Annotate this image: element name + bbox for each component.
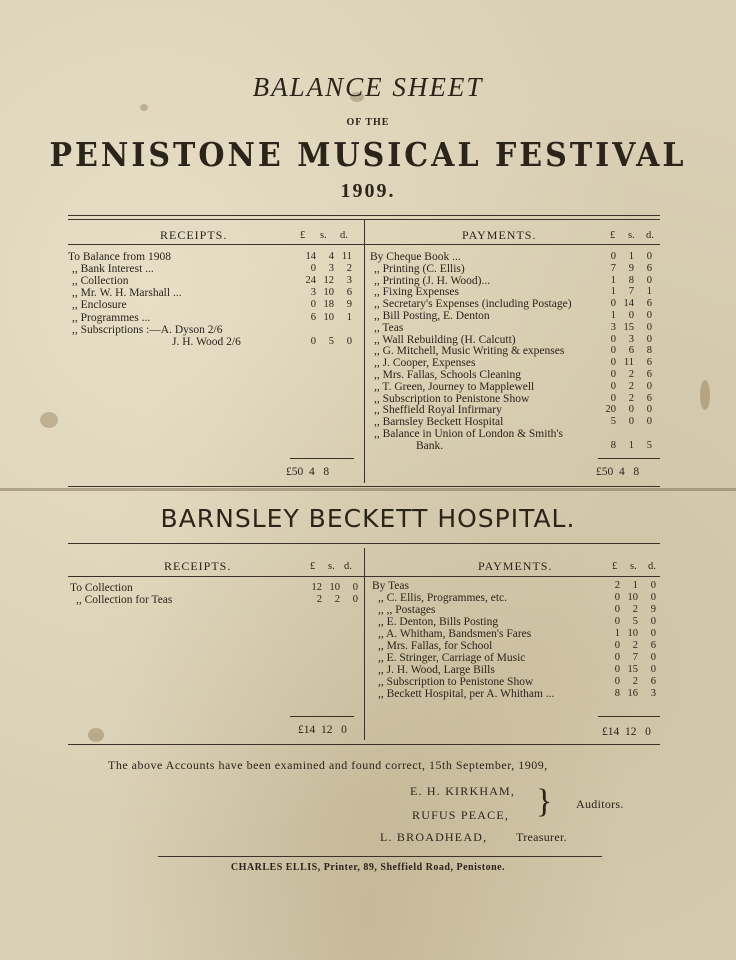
total-pence: 8 (633, 466, 640, 478)
amount-pounds: 0 (614, 592, 620, 603)
treasurer-name: L. BROADHEAD, (380, 830, 488, 844)
shillings-column-header: s. (328, 561, 335, 572)
ledger-item-label: ,, J. H. Wood, Large Bills (378, 664, 495, 676)
ledger-item-label: ,, Wall Rebuilding (H. Calcutt) (374, 333, 516, 346)
amount-pence: 0 (650, 628, 656, 639)
ledger-item-label: ,, Sheffield Royal Infirmary (374, 404, 502, 417)
amount-pence: 6 (346, 287, 352, 299)
ledger-row (0, 322, 736, 334)
ledger-row (0, 628, 736, 640)
section-rule (68, 543, 660, 544)
amount-pounds: 0 (614, 640, 620, 651)
amount-shillings: 9 (628, 262, 634, 274)
amount-pounds: 0 (310, 335, 316, 347)
total-pounds: £50 (596, 466, 614, 478)
amount-shillings: 5 (328, 335, 334, 347)
amount-pence: 0 (646, 416, 652, 428)
hospital-title: BARNSLEY BECKETT HOSPITAL. (160, 504, 576, 533)
amount-shillings: 10 (323, 311, 334, 323)
amount-pence: 0 (650, 616, 656, 627)
total-shillings: 4 (619, 466, 625, 478)
section-rule (68, 744, 660, 745)
total-pence: 0 (645, 726, 651, 738)
of-the-label: OF THE (346, 117, 390, 128)
ledger-item-label: ,, Subscription to Penistone Show (374, 392, 530, 405)
amount-pence: 0 (352, 594, 358, 605)
amount-pounds: 20 (605, 404, 616, 416)
amount-shillings: 2 (334, 594, 340, 605)
ledger-row (0, 580, 736, 592)
amount-pounds: 8 (610, 439, 616, 451)
amount-pence: 3 (650, 688, 656, 699)
amount-shillings: 4 (328, 251, 334, 262)
amount-shillings: 10 (627, 628, 638, 639)
ledger-row (0, 404, 736, 416)
amount-pounds: 0 (610, 298, 616, 310)
ledger-item-label: To Collection (70, 582, 133, 594)
section-rule (68, 215, 660, 216)
total-pounds: £14 (298, 724, 316, 736)
amount-shillings: 2 (628, 369, 634, 380)
amount-pence: 0 (646, 333, 652, 345)
amount-shillings: 11 (623, 357, 634, 369)
amount-pence: 6 (646, 262, 652, 274)
pounds-column-header: £ (612, 561, 618, 572)
ledger-row (0, 688, 736, 700)
amount-pence: 6 (650, 676, 656, 687)
amount-shillings: 6 (628, 345, 634, 357)
amount-shillings: 0 (628, 416, 634, 428)
audit-note: The above Accounts have been examined and found correct, 15th September, 1909, (108, 758, 548, 772)
auditor-name: RUFUS PEACE, (412, 808, 510, 822)
auditors-brace: } (536, 783, 553, 820)
total-rule (290, 458, 354, 459)
amount-pounds: 1 (610, 310, 616, 321)
payments-total (602, 726, 651, 738)
ledger-row (0, 664, 736, 676)
amount-pounds: 0 (614, 616, 620, 627)
amount-pounds: 12 (311, 582, 322, 593)
amount-pounds: 0 (610, 345, 616, 357)
amount-pounds: 24 (305, 275, 316, 287)
amount-shillings: 2 (632, 604, 638, 615)
amount-shillings: 0 (628, 404, 634, 416)
amount-pence: 6 (650, 640, 656, 651)
amount-pounds: 14 (305, 251, 316, 262)
amount-pence: 0 (650, 664, 656, 675)
amount-pounds: 3 (310, 287, 316, 299)
ledger-item-label: To Balance from 1908 (68, 251, 171, 263)
amount-pence: 0 (646, 274, 652, 286)
amount-pounds: 3 (610, 321, 616, 333)
payments-total (596, 466, 639, 478)
amount-pence: 0 (646, 404, 652, 416)
amount-pounds: 0 (610, 369, 616, 380)
ledger-row (0, 369, 736, 381)
amount-pounds: 0 (610, 380, 616, 392)
amount-pence: 5 (646, 439, 652, 451)
ledger-row (0, 592, 736, 604)
amount-shillings: 7 (632, 652, 638, 663)
amount-pence: 9 (346, 299, 352, 311)
paper-stain (88, 728, 104, 742)
pence-column-header: d. (344, 561, 352, 572)
amount-pence: 0 (650, 580, 656, 591)
ledger-item-label: ,, G. Mitchell, Music Writing & expenses (374, 345, 565, 358)
ledger-row (0, 263, 736, 275)
total-shillings: 12 (321, 724, 333, 736)
ledger-item-label: ,, Barnsley Beckett Hospital (374, 416, 504, 429)
amount-shillings: 8 (628, 274, 634, 286)
pounds-column-header: £ (310, 561, 316, 572)
paper-fold (0, 488, 736, 491)
printer-imprint: CHARLES ELLIS, Printer, 89, Sheffield Road, Penistone. (230, 862, 506, 873)
amount-shillings: 2 (628, 392, 634, 404)
ledger-row (0, 428, 736, 440)
receipts-total (286, 466, 329, 478)
amount-shillings: 1 (628, 251, 634, 262)
payments-heading: PAYMENTS. (462, 228, 537, 242)
receipts-heading: RECEIPTS. (160, 228, 228, 242)
amount-pence: 6 (646, 392, 652, 404)
auditors-label: Auditors. (576, 797, 624, 811)
ledger-item-label: ,, T. Green, Journey to Mapplewell (374, 380, 535, 393)
amount-pence: 3 (346, 275, 352, 287)
ledger-row (0, 616, 736, 628)
ledger-row (0, 640, 736, 652)
amount-shillings: 0 (628, 310, 634, 321)
amount-shillings: 16 (627, 688, 638, 699)
amount-shillings: 2 (632, 640, 638, 651)
amount-pence: 0 (646, 251, 652, 262)
amount-pounds: 0 (614, 652, 620, 663)
payments-heading: PAYMENTS. (478, 559, 553, 573)
amount-shillings: 15 (623, 321, 634, 333)
amount-shillings: 10 (627, 592, 638, 603)
amount-pence: 11 (341, 251, 352, 262)
ledger-row (0, 416, 736, 428)
treasurer-label: Treasurer. (516, 830, 567, 844)
amount-pounds: 0 (610, 392, 616, 404)
amount-pence: 1 (346, 311, 352, 323)
pounds-column-header: £ (300, 230, 306, 241)
amount-shillings: 2 (632, 676, 638, 687)
amount-pence: 1 (646, 286, 652, 298)
total-rule (290, 716, 354, 717)
balance-sheet-title: BALANCE SHEET (252, 72, 484, 102)
ledger-row (0, 440, 736, 452)
pounds-column-header: £ (610, 230, 616, 241)
amount-shillings: 15 (627, 664, 638, 675)
amount-pence: 0 (646, 310, 652, 321)
total-pounds: £14 (602, 726, 620, 738)
ledger-item-label: ,, E. Denton, Bills Posting (378, 616, 499, 628)
festival-year: 1909. (340, 180, 396, 202)
ledger-row (0, 652, 736, 664)
amount-pounds: 0 (614, 664, 620, 675)
total-shillings: 12 (625, 726, 637, 738)
ledger-item-label: By Cheque Book ... (370, 251, 461, 263)
section-rule (68, 486, 660, 487)
amount-pounds: 0 (610, 333, 616, 345)
receipts-total (298, 724, 347, 736)
ledger-item-label: J. H. Wood 2/6 (172, 335, 241, 348)
amount-pounds: 2 (614, 580, 620, 591)
ledger-item-label: ,, Subscription to Penistone Show (378, 676, 534, 688)
amount-shillings: 14 (623, 298, 634, 310)
ledger-item-label: ,, Collection (72, 275, 129, 288)
shillings-column-header: s. (630, 561, 637, 572)
amount-pounds: 2 (316, 594, 322, 605)
amount-pounds: 1 (610, 274, 616, 286)
ledger-row (0, 275, 736, 287)
amount-pounds: 0 (310, 263, 316, 275)
ledger-row (0, 345, 736, 357)
ledger-item-label: ,, Mr. W. H. Marshall ... (72, 287, 182, 300)
ledger-item-label: ,, Fixing Expenses (374, 286, 459, 299)
amount-shillings: 12 (323, 275, 334, 287)
amount-pence: 0 (646, 321, 652, 333)
amount-pence: 6 (646, 357, 652, 369)
ledger-item-label: ,, Enclosure (72, 299, 127, 312)
ledger-item-label: ,, J. Cooper, Expenses (374, 357, 476, 370)
ledger-row (0, 286, 736, 298)
amount-shillings: 10 (329, 582, 340, 593)
ledger-row (0, 357, 736, 369)
ledger-item-label: ,, C. Ellis, Programmes, etc. (378, 592, 508, 604)
amount-shillings: 2 (628, 380, 634, 392)
ledger-item-label: ,, Teas (374, 321, 404, 334)
amount-pounds: 7 (610, 262, 616, 274)
amount-pounds: 0 (614, 676, 620, 687)
ledger-row (0, 676, 736, 688)
amount-pounds: 0 (614, 604, 620, 615)
ledger-item-label: ,, Secretary's Expenses (including Postage) (374, 298, 572, 311)
total-rule (598, 458, 660, 459)
ledger-item-label: ,, Bill Posting, E. Denton (374, 310, 490, 322)
amount-pounds: 0 (610, 251, 616, 262)
ledger-item-label: ,, A. Whitham, Bandsmen's Fares (378, 628, 532, 640)
ledger-item-label: ,, Beckett Hospital, per A. Whitham ... (378, 688, 555, 700)
ledger-item-label: ,, Bank Interest ... (72, 263, 154, 276)
amount-shillings: 3 (628, 333, 634, 345)
ledger-row (0, 251, 736, 263)
shillings-column-header: s. (628, 230, 635, 241)
ledger-item-label: ,, Printing (C. Ellis) (374, 262, 465, 275)
ledger-item-label: ,, Printing (J. H. Wood)... (374, 274, 491, 287)
amount-shillings: 5 (632, 616, 638, 627)
amount-pence: 8 (646, 345, 652, 357)
amount-pence: 6 (646, 298, 652, 310)
ledger-item-label: By Teas (372, 580, 409, 592)
amount-pence: 0 (650, 652, 656, 663)
ledger-item-label: ,, Programmes ... (72, 311, 151, 324)
amount-pounds: 6 (310, 311, 316, 323)
amount-shillings: 3 (328, 263, 334, 275)
ledger-item-label: ,, E. Stringer, Carriage of Music (378, 652, 526, 664)
auditor-name: E. H. KIRKHAM, (410, 784, 516, 798)
printer-rule (158, 856, 602, 857)
ledger-item-label: ,, Subscriptions :—A. Dyson 2/6 (72, 323, 223, 336)
ledger-row (0, 298, 736, 310)
amount-pounds: 8 (614, 688, 620, 699)
pence-column-header: d. (646, 230, 654, 241)
ledger-row (0, 310, 736, 322)
amount-pounds: 5 (610, 416, 616, 428)
paper-stain (140, 104, 148, 111)
total-rule (598, 716, 660, 717)
amount-pence: 2 (346, 263, 352, 275)
ledger-item-label: ,, ,, Postages (378, 604, 436, 616)
amount-pence: 6 (646, 369, 652, 380)
ledger-item-label: ,, Collection for Teas (76, 594, 173, 606)
ledger-row (0, 393, 736, 405)
ledger-item-label: Bank. (416, 439, 444, 452)
amount-pounds: 1 (610, 286, 616, 298)
pence-column-header: d. (648, 561, 656, 572)
amount-shillings: 1 (632, 580, 638, 591)
festival-name: PENISTONE MUSICAL FESTIVAL (49, 136, 687, 175)
total-pounds: £50 (286, 466, 304, 478)
amount-pence: 0 (650, 592, 656, 603)
amount-pence: 0 (346, 335, 352, 347)
receipts-heading: RECEIPTS. (164, 559, 232, 573)
total-shillings: 4 (309, 466, 315, 478)
amount-shillings: 10 (323, 287, 334, 299)
ledger-item-label: ,, Mrs. Fallas, Schools Cleaning (374, 369, 521, 381)
amount-pounds: 0 (610, 357, 616, 369)
amount-pence: 0 (646, 380, 652, 392)
pence-column-header: d. (340, 230, 348, 241)
amount-pounds: 0 (310, 299, 316, 311)
ledger-row (0, 381, 736, 393)
amount-shillings: 18 (323, 299, 334, 311)
ledger-row (0, 604, 736, 616)
ledger-row (0, 334, 736, 346)
ledger-item-label: ,, Mrs. Fallas, for School (378, 640, 493, 652)
amount-pence: 0 (352, 582, 358, 593)
amount-shillings: 1 (628, 439, 634, 451)
amount-pounds: 1 (614, 628, 620, 639)
amount-shillings: 7 (628, 286, 634, 298)
amount-pence: 9 (650, 604, 656, 615)
shillings-column-header: s. (320, 230, 327, 241)
total-pence: 0 (341, 724, 347, 736)
ledger-item-label: ,, Balance in Union of London & Smith's (374, 428, 563, 440)
total-pence: 8 (323, 466, 330, 478)
